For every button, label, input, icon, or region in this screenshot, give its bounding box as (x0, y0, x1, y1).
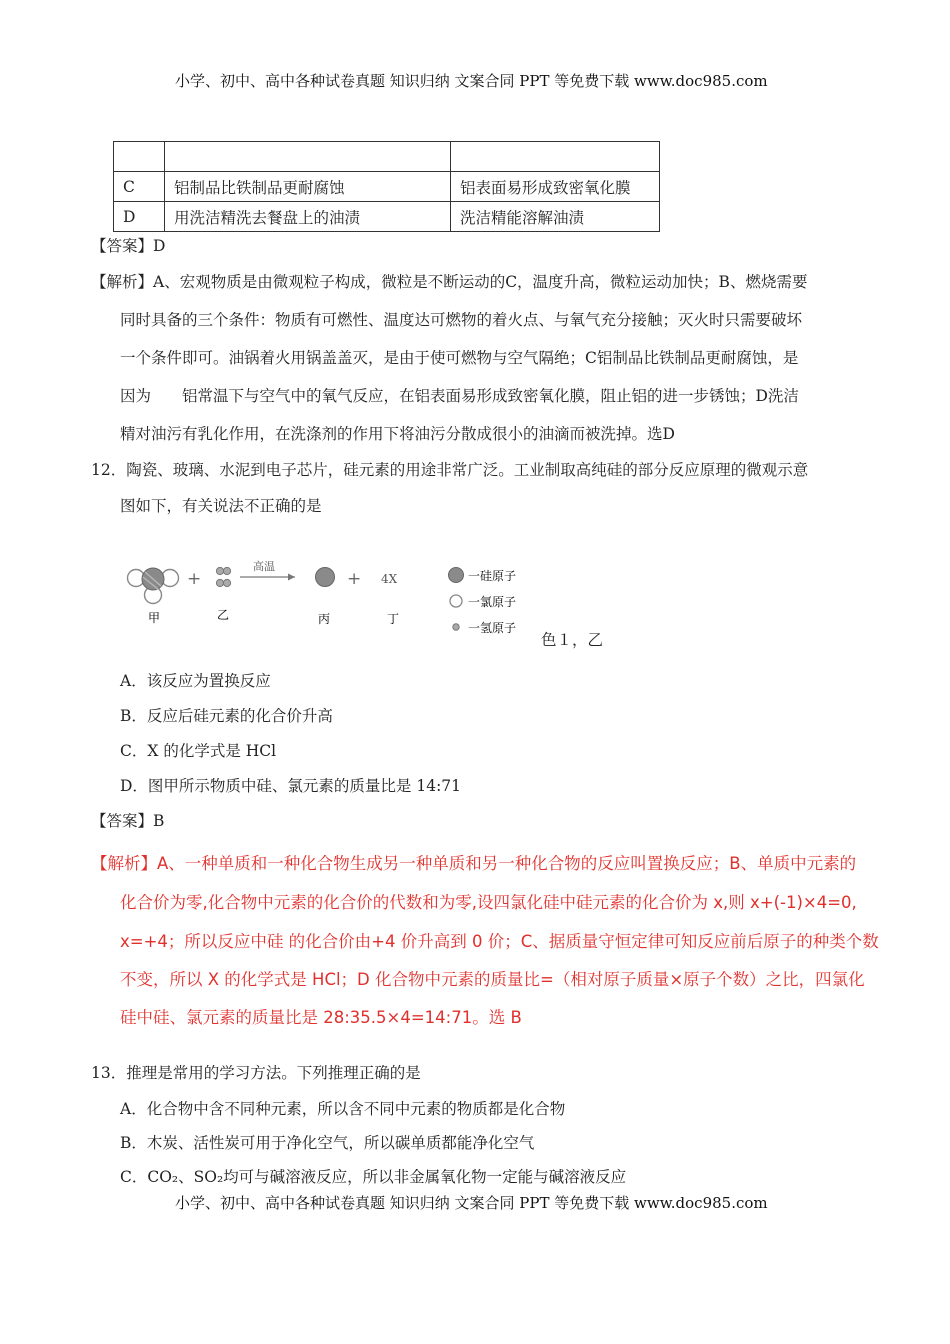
molecule-bing (316, 568, 335, 587)
page-header: 小学、初中、高中各种试卷真题 知识归纳 文案合同 PPT 等免费下载 www.doc985.com (175, 72, 768, 90)
q12-explanation-line: x=+4；所以反应中硅 的化合价由+4 价升高到 0 价；C、据质量守恒定律可知反应前后原子的种类个数 (120, 932, 879, 951)
q11-explanation-line: 同时具备的三个条件：物质有可燃性、温度达可燃物的着火点、与氧气充分接触；灭火时只需要破坏 (120, 311, 803, 329)
q12-explanation-line: 【解析】A、一种单质和一种化合物生成另一种单质和另一种化合物的反应叫置换反应；B、单质中元素的 (91, 854, 857, 873)
hydrogen-atom-icon (453, 624, 459, 630)
label-ding: 丁 (387, 612, 400, 626)
q13-option-b: B．木炭、活性炭可用于净化空气，所以碳单质都能净化空气 (120, 1134, 535, 1152)
q12-option-d: D．图甲所示物质中硅、氯元素的质量比是 14:71 (120, 777, 462, 795)
table-cell (165, 142, 451, 172)
label-bing: 丙 (318, 612, 331, 626)
table-cell: C (114, 172, 165, 202)
table-cell: 洗洁精能溶解油渍 (451, 202, 660, 232)
q12-explanation-line: 硅中硅、氯元素的质量比是 28:35.5×4=14:71。选 B (120, 1008, 522, 1027)
q13-option-a: A．化合物中含不同种元素，所以含不同中元素的物质都是化合物 (120, 1100, 566, 1118)
table-cell (451, 142, 660, 172)
q13-stem: 13．推理是常用的学习方法。下列推理正确的是 (91, 1064, 421, 1082)
q13-option-c: C．CO₂、SO₂均可与碱溶液反应，所以非金属氧化物一定能与碱溶液反应 (120, 1168, 627, 1186)
table-cell: 铝表面易形成致密氧化膜 (451, 172, 660, 202)
molecule-jia (128, 568, 179, 604)
table-row (114, 202, 660, 232)
plus-sign: + (187, 569, 202, 589)
q12-option-a: A．该反应为置换反应 (120, 672, 271, 690)
plus-sign: + (347, 569, 362, 589)
q12-stem-line: 12．陶瓷、玻璃、水泥到电子芯片，硅元素的用途非常广泛。工业制取高纯硅的部分反应原理的微观示意 (91, 461, 809, 479)
table-row (114, 142, 660, 172)
silicon-atom-icon (449, 568, 464, 583)
q12-option-c: C．X 的化学式是 HCl (120, 742, 277, 760)
page-footer: 小学、初中、高中各种试卷真题 知识归纳 文案合同 PPT 等免费下载 www.doc985.com (175, 1194, 768, 1212)
q11-answer: 【答案】D (91, 237, 166, 255)
molecule-yi (216, 567, 230, 586)
table-cell: 铝制品比铁制品更耐腐蚀 (165, 172, 451, 202)
reaction-diagram (125, 555, 545, 640)
q12-option-b: B．反应后硅元素的化合价升高 (120, 707, 333, 725)
table-cell (114, 142, 165, 172)
table-cell: D (114, 202, 165, 232)
q12-explanation-line: 不变，所以 X 的化学式是 HCl；D 化合物中元素的质量比=（相对原子质量×原子个数）之比，四氯化 (120, 970, 865, 989)
answer-table (113, 141, 660, 232)
table-row (114, 172, 660, 202)
q11-explanation-line: 精对油污有乳化作用，在洗涤剂的作用下将油污分散成很小的油滴而被洗掉。选D (120, 425, 675, 443)
label-jia: 甲 (148, 611, 161, 625)
q12-explanation-line: 化合价为零,化合物中元素的化合价的代数和为零,设四氯化硅中硅元素的化合价为 x,则 x+(-1)×4=0, (120, 893, 857, 912)
table-cell: 用洗洁精洗去餐盘上的油渍 (165, 202, 451, 232)
diagram-trailing-text: 色１，乙 (541, 631, 604, 649)
coefficient: 4X (381, 572, 398, 586)
q11-explanation-line: 一个条件即可。油锅着火用锅盖盖灭，是由于使可燃物与空气隔绝；C铝制品比铁制品更耐腐蚀，是 (120, 349, 799, 367)
q12-answer: 【答案】B (91, 812, 165, 830)
chlorine-atom-icon (450, 595, 462, 607)
arrow-head-icon (288, 574, 295, 581)
label-yi: 乙 (217, 608, 230, 622)
legend-silicon: 一硅原子 (468, 569, 517, 583)
legend-chlorine: 一氯原子 (468, 595, 517, 609)
q11-explanation-line: 因为 铝常温下与空气中的氧气反应，在铝表面易形成致密氧化膜，阻止铝的进一步锈蚀；D洗洁 (120, 387, 799, 405)
reaction-condition: 高温 (253, 560, 275, 573)
q11-explanation-line: 【解析】A、宏观物质是由微观粒子构成，微粒是不断运动的C，温度升高，微粒运动加快；B、燃烧需要 (91, 273, 808, 291)
legend-hydrogen: 一氢原子 (468, 621, 517, 635)
q12-stem-line: 图如下，有关说法不正确的是 (120, 497, 322, 515)
